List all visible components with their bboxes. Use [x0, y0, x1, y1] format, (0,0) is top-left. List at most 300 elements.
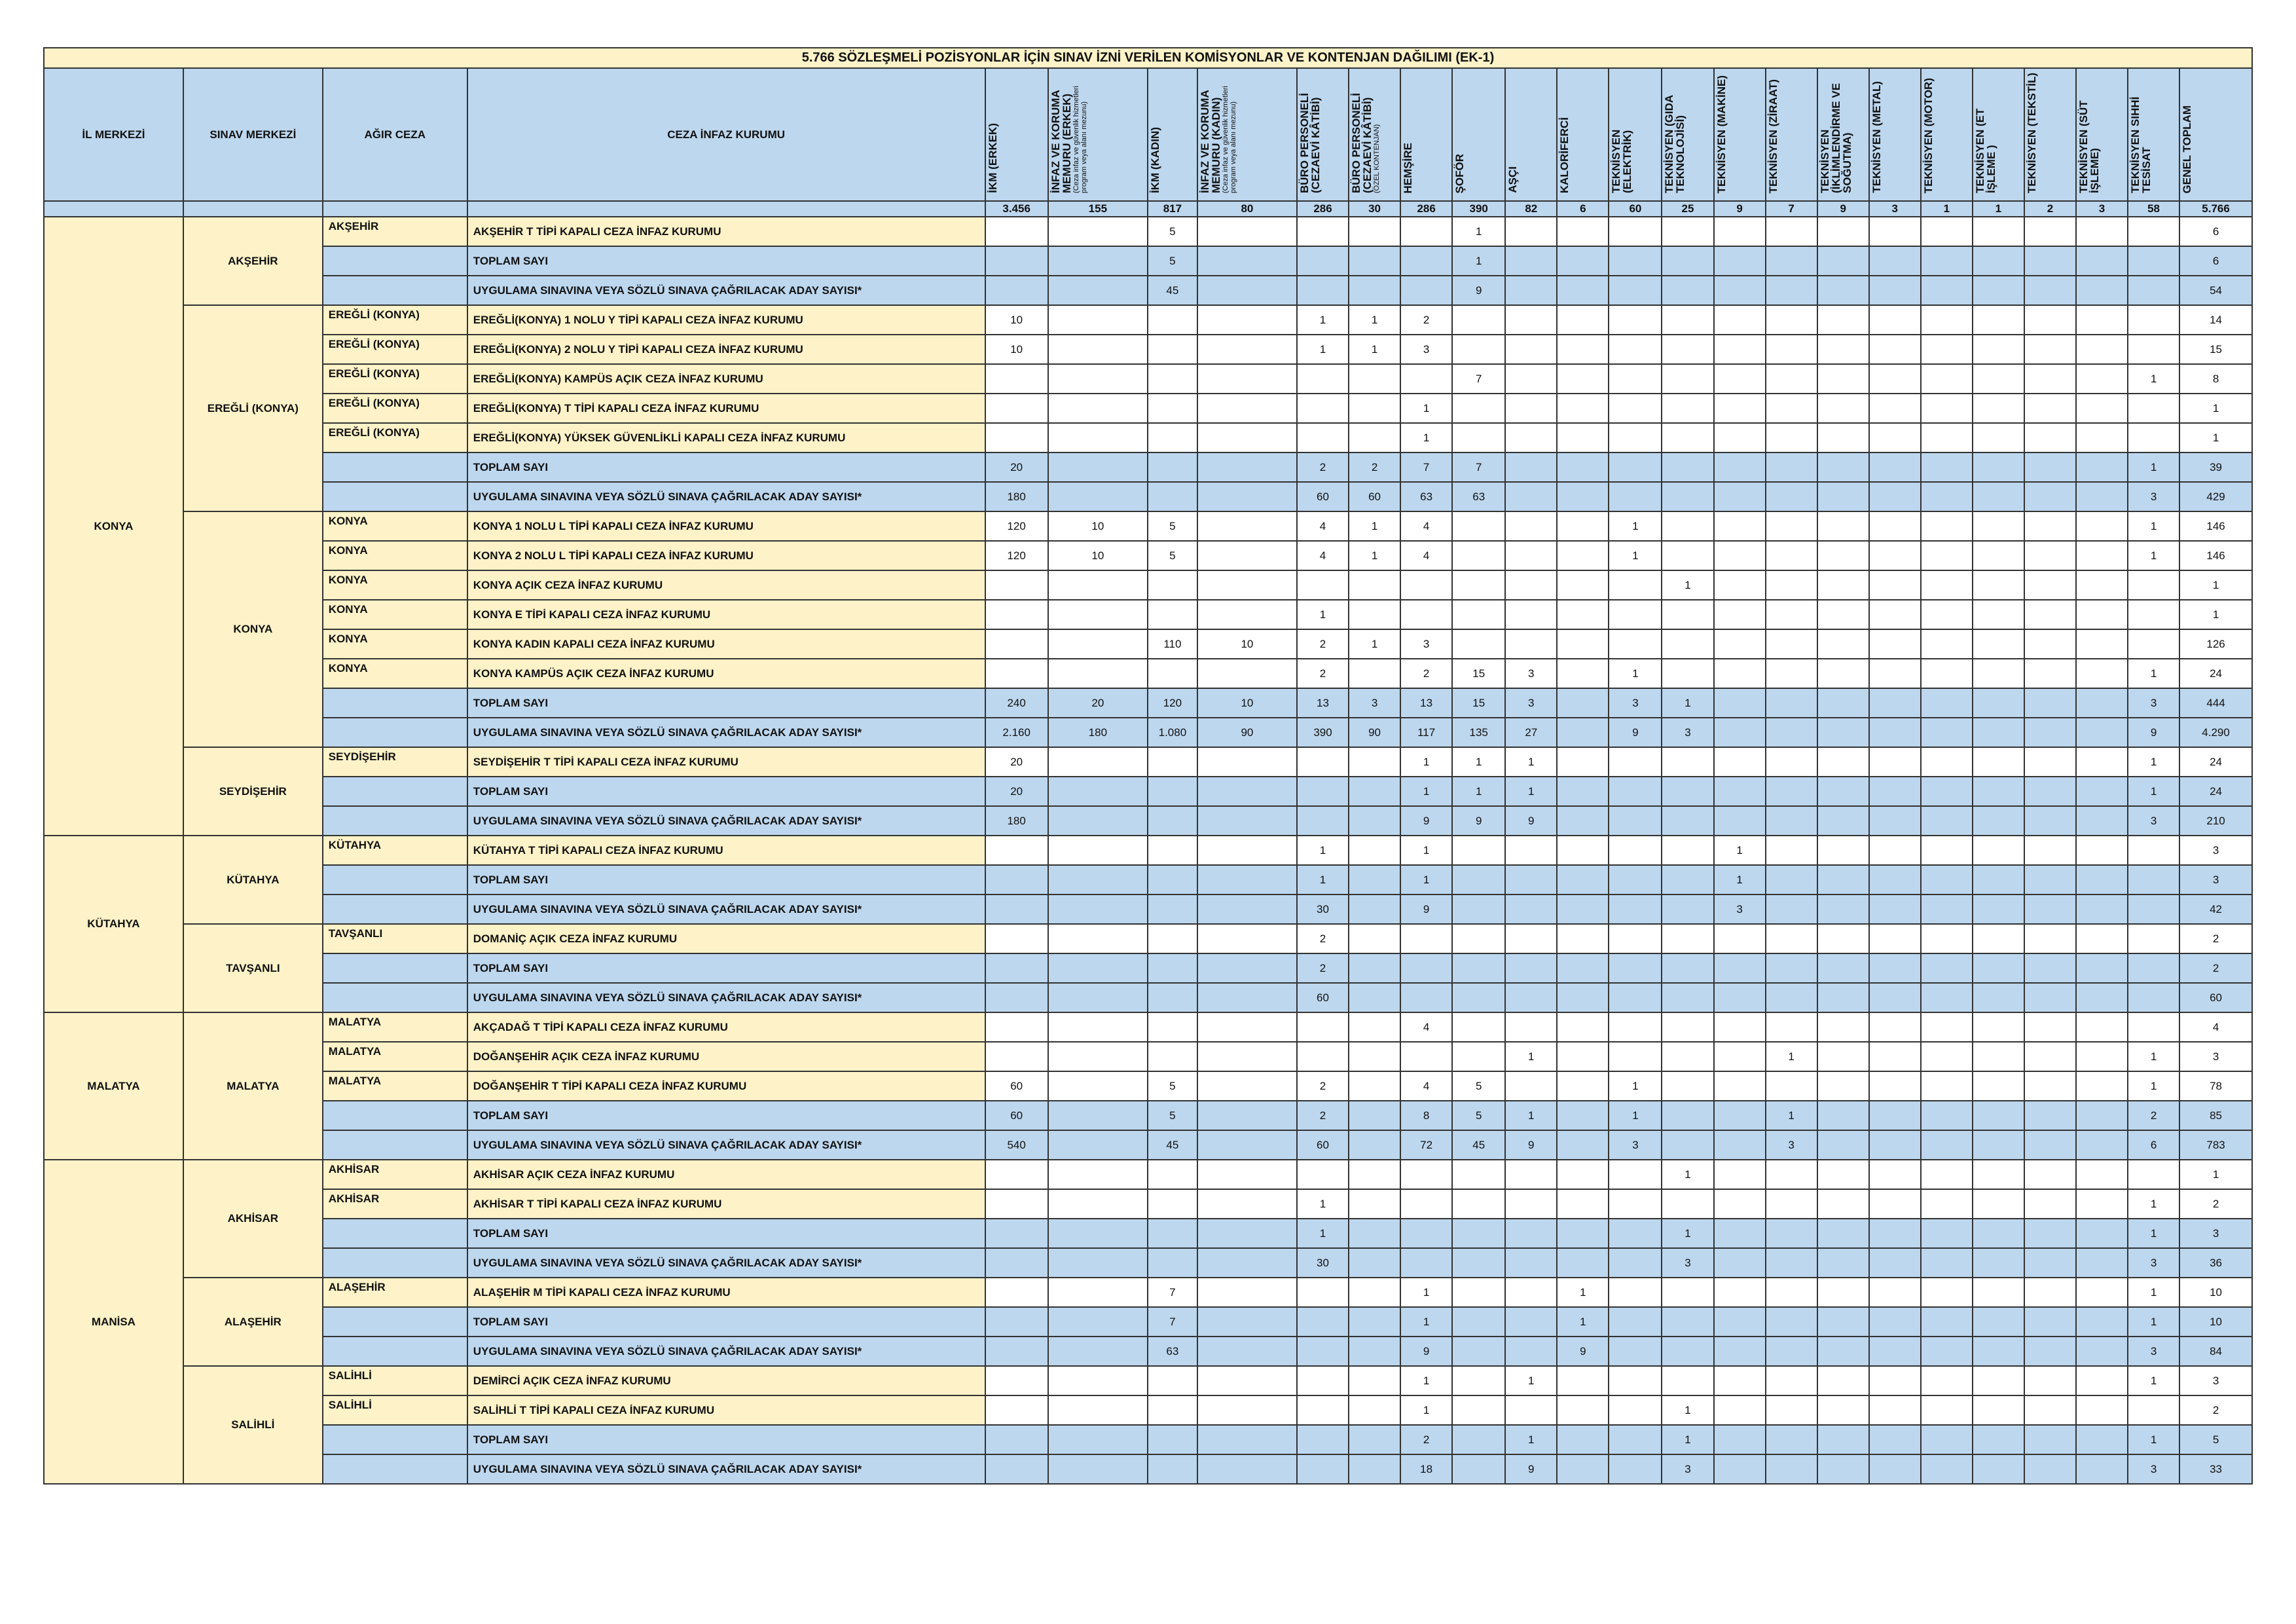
quota-cell [1869, 1160, 1921, 1189]
quota-cell [1662, 953, 1713, 983]
quota-cell [1557, 452, 1609, 482]
quota-cell [1609, 600, 1662, 629]
quota-cell [1452, 394, 1505, 423]
quota-cell [1048, 1248, 1148, 1278]
agir-ceza-cell: AKHİSAR [323, 1160, 467, 1189]
quota-cell: 1 [1400, 423, 1452, 452]
table-row [44, 688, 2252, 718]
quota-cell: 3 [2128, 688, 2179, 718]
quota-cell [1557, 364, 1609, 394]
quota-cell [1766, 1337, 1817, 1366]
quota-cell [1197, 777, 1297, 806]
quota-cell: 7 [1400, 452, 1452, 482]
quota-cell: 4 [1297, 511, 1349, 541]
agir-ceza-cell: EREĞLİ (KONYA) [323, 394, 467, 423]
quota-cell [1662, 924, 1713, 953]
header-column-text: TEKNİSYEN (TEKSTİL) [2025, 72, 2038, 193]
quota-cell [1766, 688, 1817, 718]
agir-ceza-cell: MALATYA [323, 1012, 467, 1042]
ceza-infaz-kurumu-cell: EREĞLİ(KONYA) YÜKSEK GÜVENLİKLİ KAPALI CEZA İNFAZ KURUMU [467, 423, 985, 452]
agir-ceza-cell [323, 983, 467, 1012]
quota-cell [1197, 1425, 1297, 1454]
quota-cell [1349, 865, 1400, 895]
quota-cell [2024, 511, 2076, 541]
quota-cell: 1 [2128, 1042, 2179, 1071]
quota-cell [2076, 1248, 2128, 1278]
quota-cell [1973, 335, 2024, 364]
quota-cell [1817, 511, 1869, 541]
quota-cell [1148, 659, 1197, 688]
column-total: 286 [1297, 201, 1349, 217]
quota-cell [1662, 1101, 1713, 1130]
quota-cell [1973, 423, 2024, 452]
quota-cell [985, 1278, 1048, 1307]
quota-cell [1557, 806, 1609, 836]
quota-cell [1921, 718, 1973, 747]
quota-cell [1148, 865, 1197, 895]
quota-cell [2024, 541, 2076, 570]
quota-cell [2076, 806, 2128, 836]
quota-cell [2128, 629, 2179, 659]
quota-cell [2024, 659, 2076, 688]
quota-cell [2128, 836, 2179, 865]
quota-cell: 90 [1197, 718, 1297, 747]
table-row [44, 1248, 2252, 1278]
quota-cell [1714, 1219, 1766, 1248]
quota-cell: 15 [1452, 688, 1505, 718]
quota-cell: 60 [1297, 983, 1349, 1012]
quota-sheet [43, 47, 2253, 1485]
quota-cell [1452, 865, 1505, 895]
quota-cell [1714, 364, 1766, 394]
quota-cell [1973, 570, 2024, 600]
quota-cell [1452, 629, 1505, 659]
quota-cell [1148, 1366, 1197, 1395]
quota-cell: 9 [1452, 806, 1505, 836]
quota-cell: 42 [2179, 895, 2252, 924]
quota-cell [2024, 1337, 2076, 1366]
quota-cell [1921, 1395, 1973, 1425]
quota-cell: 8 [2179, 364, 2252, 394]
quota-cell [1817, 953, 1869, 983]
sinav-merkezi-cell: TAVŞANLI [183, 924, 323, 1012]
quota-cell [1048, 246, 1148, 276]
quota-cell [1557, 895, 1609, 924]
header-column-text: TEKNİSYEN (ET İŞLEME ) [1973, 108, 1997, 193]
agir-ceza-cell: SEYDİŞEHİR [323, 747, 467, 777]
quota-cell [1869, 629, 1921, 659]
quota-cell [1714, 629, 1766, 659]
quota-cell [1349, 1101, 1400, 1130]
quota-cell [1557, 747, 1609, 777]
quota-cell: 1 [1349, 511, 1400, 541]
quota-cell: 1 [2128, 777, 2179, 806]
quota-cell [1869, 276, 1921, 305]
quota-cell: 180 [985, 806, 1048, 836]
quota-cell [2076, 1307, 2128, 1337]
ceza-infaz-kurumu-cell: UYGULAMA SINAVINA VEYA SÖZLÜ SINAVA ÇAĞRILACAK ADAY SAYISI* [467, 1248, 985, 1278]
quota-cell [2128, 953, 2179, 983]
quota-cell: 6 [2179, 246, 2252, 276]
quota-cell: 10 [985, 305, 1048, 335]
quota-cell [1400, 1042, 1452, 1071]
quota-cell: 1 [1400, 1307, 1452, 1337]
quota-cell [1921, 482, 1973, 511]
quota-cell [1973, 1395, 2024, 1425]
agir-ceza-cell: EREĞLİ (KONYA) [323, 305, 467, 335]
quota-cell: 1 [1505, 777, 1557, 806]
quota-cell [1505, 452, 1557, 482]
quota-cell [1452, 1248, 1505, 1278]
quota-cell [1869, 1366, 1921, 1395]
header-column [1817, 68, 1869, 201]
quota-cell [1048, 659, 1148, 688]
quota-cell [1197, 335, 1297, 364]
quota-cell [1973, 659, 2024, 688]
column-total: 9 [1714, 201, 1766, 217]
table-row [44, 629, 2252, 659]
quota-cell: 6 [2179, 217, 2252, 246]
quota-cell [1921, 953, 1973, 983]
quota-cell [2024, 570, 2076, 600]
quota-cell [1766, 953, 1817, 983]
quota-cell [1921, 924, 1973, 953]
quota-cell: 27 [1505, 718, 1557, 747]
agir-ceza-cell [323, 953, 467, 983]
quota-cell [1817, 865, 1869, 895]
quota-cell [2024, 777, 2076, 806]
quota-cell [1609, 629, 1662, 659]
quota-cell [1452, 1366, 1505, 1395]
agir-ceza-cell: SALİHLİ [323, 1395, 467, 1425]
quota-cell [1400, 364, 1452, 394]
quota-cell [1662, 806, 1713, 836]
quota-cell [2076, 1454, 2128, 1484]
quota-cell [2128, 276, 2179, 305]
quota-cell [1505, 1278, 1557, 1307]
quota-cell [1869, 806, 1921, 836]
quota-cell: 3 [1505, 688, 1557, 718]
quota-cell: 24 [2179, 777, 2252, 806]
quota-cell: 2 [1349, 452, 1400, 482]
agir-ceza-cell [323, 1307, 467, 1337]
quota-cell: 2.160 [985, 718, 1048, 747]
table-row [44, 1160, 2252, 1189]
quota-cell [1197, 600, 1297, 629]
quota-cell [1349, 659, 1400, 688]
quota-cell [2128, 570, 2179, 600]
quota-cell: 146 [2179, 541, 2252, 570]
quota-cell [1609, 1012, 1662, 1042]
quota-cell [1349, 1337, 1400, 1366]
quota-cell [1452, 600, 1505, 629]
quota-cell [2024, 276, 2076, 305]
quota-cell: 3 [1662, 1454, 1713, 1484]
quota-cell [1869, 747, 1921, 777]
quota-cell [1662, 836, 1713, 865]
header-column-label [2130, 72, 2152, 193]
quota-cell [1197, 895, 1297, 924]
table-row [44, 600, 2252, 629]
quota-cell [1921, 541, 1973, 570]
quota-cell [2076, 541, 2128, 570]
quota-cell [1766, 423, 1817, 452]
table-row [44, 1101, 2252, 1130]
quota-cell: 4 [1297, 541, 1349, 570]
agir-ceza-cell [323, 688, 467, 718]
quota-cell [1400, 1160, 1452, 1189]
column-total: 7 [1766, 201, 1817, 217]
quota-cell [1609, 1248, 1662, 1278]
quota-cell [1048, 1337, 1148, 1366]
quota-cell: 1 [1400, 1366, 1452, 1395]
quota-cell [1766, 1395, 1817, 1425]
quota-cell [2076, 1189, 2128, 1219]
quota-cell [1557, 570, 1609, 600]
quota-cell [1817, 452, 1869, 482]
quota-cell [1869, 541, 1921, 570]
quota-cell [2076, 777, 2128, 806]
header-column-subtext: (Ceza infaz ve güvenlik hizmetleri program veya alanı mezunu) [1221, 86, 1237, 193]
quota-cell [1609, 836, 1662, 865]
quota-cell [1452, 1189, 1505, 1219]
quota-cell [1973, 777, 2024, 806]
quota-cell: 1 [1400, 836, 1452, 865]
quota-cell: 2 [2179, 1189, 2252, 1219]
quota-cell [1973, 1454, 2024, 1484]
agir-ceza-cell [323, 895, 467, 924]
quota-cell [2076, 423, 2128, 452]
quota-cell: 1 [1297, 1189, 1349, 1219]
quota-cell [1349, 600, 1400, 629]
quota-cell [1197, 1307, 1297, 1337]
quota-cell [985, 570, 1048, 600]
quota-cell [1349, 1130, 1400, 1160]
quota-cell [1197, 865, 1297, 895]
quota-cell: 2 [2179, 1395, 2252, 1425]
agir-ceza-cell: KONYA [323, 570, 467, 600]
quota-cell [1714, 953, 1766, 983]
quota-cell [1869, 305, 1921, 335]
quota-cell [1714, 1012, 1766, 1042]
header-column-label [1871, 81, 1882, 193]
quota-cell [1048, 570, 1148, 600]
quota-cell: 210 [2179, 806, 2252, 836]
quota-cell: 1 [2179, 600, 2252, 629]
quota-cell [1766, 806, 1817, 836]
quota-cell [1609, 865, 1662, 895]
quota-cell [1714, 806, 1766, 836]
header-column-text: GENEL TOPLAM [2181, 105, 2194, 193]
quota-cell [1505, 1248, 1557, 1278]
ceza-infaz-kurumu-cell: UYGULAMA SINAVINA VEYA SÖZLÜ SINAVA ÇAĞRILACAK ADAY SAYISI* [467, 482, 985, 511]
quota-cell [1714, 1278, 1766, 1307]
quota-cell [1921, 806, 1973, 836]
quota-cell [985, 276, 1048, 305]
agir-ceza-cell [323, 777, 467, 806]
quota-cell [1973, 1101, 2024, 1130]
quota-cell [1609, 1454, 1662, 1484]
quota-cell [1349, 1454, 1400, 1484]
quota-cell [1557, 1189, 1609, 1219]
quota-cell [2076, 276, 2128, 305]
quota-cell [1714, 688, 1766, 718]
quota-cell [1869, 924, 1921, 953]
quota-cell [1197, 246, 1297, 276]
quota-cell [1714, 394, 1766, 423]
quota-cell [1349, 1395, 1400, 1425]
table-row [44, 1278, 2252, 1307]
quota-cell: 126 [2179, 629, 2252, 659]
header-column [1662, 68, 1713, 201]
quota-cell [1452, 983, 1505, 1012]
quota-cell [1048, 1395, 1148, 1425]
quota-cell [1766, 1278, 1817, 1307]
quota-cell [1817, 1042, 1869, 1071]
quota-cell: 3 [1662, 718, 1713, 747]
quota-cell [1869, 659, 1921, 688]
column-total: 9 [1817, 201, 1869, 217]
quota-cell [1662, 276, 1713, 305]
quota-cell [1921, 747, 1973, 777]
quota-cell: 1 [1505, 1425, 1557, 1454]
quota-cell [1557, 1425, 1609, 1454]
quota-cell [1714, 777, 1766, 806]
quota-cell [1349, 924, 1400, 953]
quota-cell [2128, 423, 2179, 452]
table-row [44, 659, 2252, 688]
quota-cell [2024, 482, 2076, 511]
header-column-text: TEKNİSYEN (ZİRAAT) [1766, 79, 1779, 193]
column-total: 155 [1048, 201, 1148, 217]
quota-cell: 63 [1400, 482, 1452, 511]
quota-cell [1197, 1248, 1297, 1278]
quota-cell [1662, 1130, 1713, 1160]
quota-cell [1766, 1219, 1817, 1248]
quota-cell [1973, 511, 2024, 541]
quota-cell [1921, 423, 1973, 452]
agir-ceza-cell: EREĞLİ (KONYA) [323, 335, 467, 364]
totals-spacer [44, 201, 183, 217]
quota-cell [2076, 1130, 2128, 1160]
quota-cell [1148, 1160, 1197, 1189]
quota-cell [2024, 1130, 2076, 1160]
quota-cell: 39 [2179, 452, 2252, 482]
quota-cell: 3 [1400, 629, 1452, 659]
quota-cell: 33 [2179, 1454, 2252, 1484]
header-column-label [1050, 72, 1088, 193]
quota-cell [1973, 806, 2024, 836]
quota-cell [985, 1042, 1048, 1071]
quota-cell [1048, 806, 1148, 836]
quota-cell [1973, 718, 2024, 747]
quota-cell [1197, 1160, 1297, 1189]
ceza-infaz-kurumu-cell: KONYA 1 NOLU L TİPİ KAPALI CEZA İNFAZ KURUMU [467, 511, 985, 541]
quota-cell [2024, 1425, 2076, 1454]
quota-cell [2076, 482, 2128, 511]
header-column [1921, 68, 1973, 201]
table-row [44, 1071, 2252, 1101]
quota-cell [2076, 865, 2128, 895]
quota-cell [1869, 217, 1921, 246]
quota-cell [1349, 836, 1400, 865]
quota-cell: 1 [2128, 452, 2179, 482]
table-row [44, 305, 2252, 335]
quota-cell [1557, 276, 1609, 305]
quota-cell [1400, 570, 1452, 600]
quota-cell: 20 [1048, 688, 1148, 718]
quota-cell [1197, 1454, 1297, 1484]
quota-cell [1973, 688, 2024, 718]
quota-cell [1048, 1425, 1148, 1454]
quota-cell: 240 [985, 688, 1048, 718]
agir-ceza-cell: KONYA [323, 541, 467, 570]
quota-cell: 10 [1197, 629, 1297, 659]
quota-cell [1817, 836, 1869, 865]
quota-cell [1662, 1042, 1713, 1071]
quota-cell [1921, 511, 1973, 541]
quota-cell [2076, 1042, 2128, 1071]
quota-cell [1869, 895, 1921, 924]
quota-cell [1505, 629, 1557, 659]
ceza-infaz-kurumu-cell: TOPLAM SAYI [467, 777, 985, 806]
quota-cell [1714, 305, 1766, 335]
quota-cell [1197, 983, 1297, 1012]
ceza-infaz-kurumu-cell: TOPLAM SAYI [467, 688, 985, 718]
quota-cell [2076, 836, 2128, 865]
quota-cell [1714, 482, 1766, 511]
quota-cell [1662, 246, 1713, 276]
header-column [1973, 68, 2024, 201]
quota-cell [1766, 659, 1817, 688]
quota-cell [1817, 335, 1869, 364]
quota-cell [1714, 1366, 1766, 1395]
quota-cell [1197, 541, 1297, 570]
ceza-infaz-kurumu-cell: AKŞEHİR T TİPİ KAPALI CEZA İNFAZ KURUMU [467, 217, 985, 246]
quota-cell [1349, 423, 1400, 452]
quota-cell: 1 [1609, 541, 1662, 570]
quota-cell [1973, 1130, 2024, 1160]
header-column-label [2078, 72, 2100, 193]
quota-cell [1766, 895, 1817, 924]
quota-cell [2024, 836, 2076, 865]
quota-cell [1452, 953, 1505, 983]
quota-cell [1349, 1071, 1400, 1101]
table-row [44, 983, 2252, 1012]
quota-cell [1557, 659, 1609, 688]
ceza-infaz-kurumu-cell: TOPLAM SAYI [467, 1307, 985, 1337]
quota-cell [1766, 924, 1817, 953]
quota-cell [2024, 1454, 2076, 1484]
quota-cell [2128, 394, 2179, 423]
quota-cell [2076, 718, 2128, 747]
quota-cell: 18 [1400, 1454, 1452, 1484]
quota-cell: 1 [1400, 777, 1452, 806]
header-column [1349, 68, 1400, 201]
quota-cell: 14 [2179, 305, 2252, 335]
quota-cell [1921, 1337, 1973, 1366]
quota-cell: 120 [985, 541, 1048, 570]
quota-cell [1297, 1307, 1349, 1337]
ceza-infaz-kurumu-cell: TOPLAM SAYI [467, 865, 985, 895]
quota-cell: 1 [2179, 394, 2252, 423]
quota-cell [1505, 865, 1557, 895]
quota-cell [1349, 1219, 1400, 1248]
quota-cell [2128, 600, 2179, 629]
quota-cell: 7 [1148, 1307, 1197, 1337]
quota-cell [1714, 217, 1766, 246]
quota-cell [1505, 246, 1557, 276]
